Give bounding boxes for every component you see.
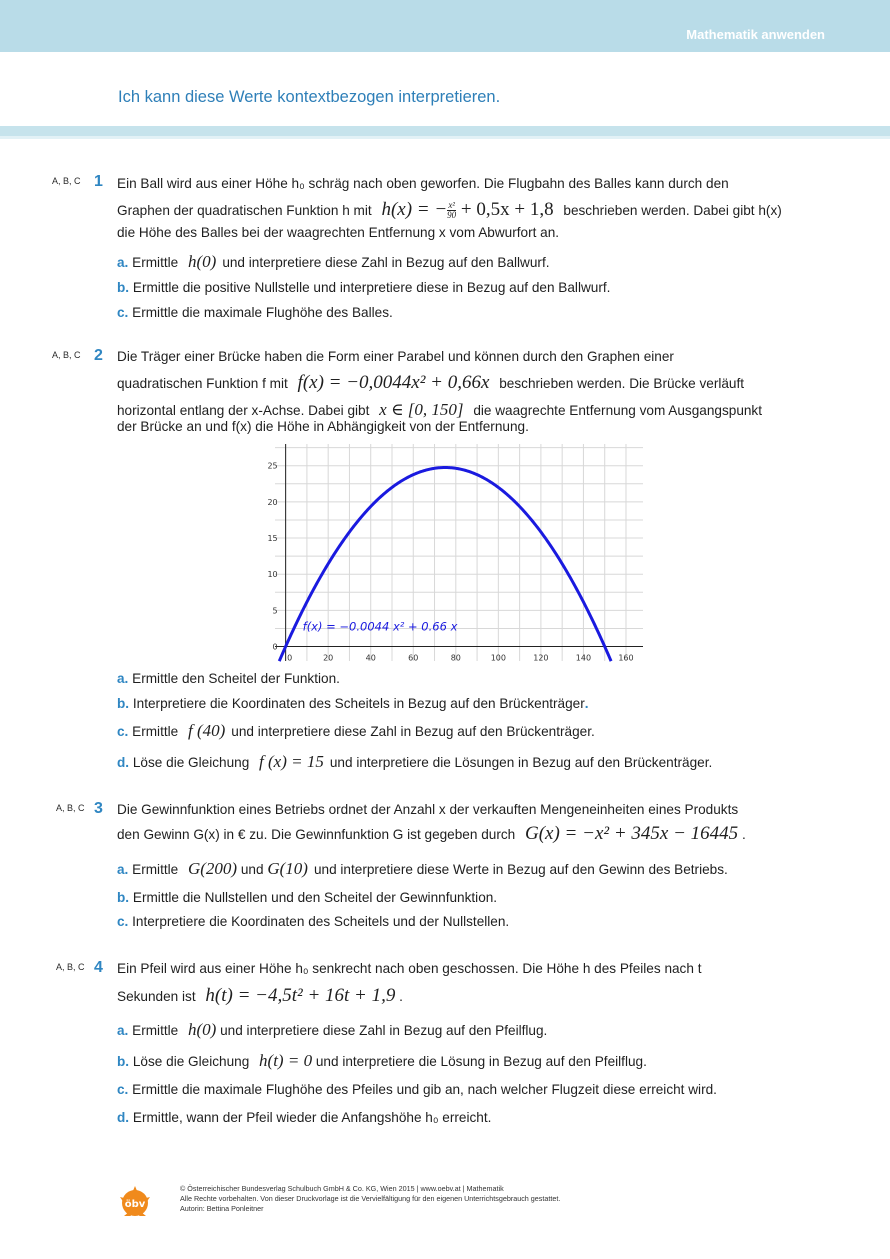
header-band [0,0,890,52]
subtask: d. Ermittle, wann der Pfeil wieder die Anfangshöhe h₀ erreicht. [117,1110,492,1125]
footer-rights: Alle Rechte vorbehalten. Von dieser Druckvorlage ist die Vervielfältigung für den eigenen Unterrichtsgebrauch gestattet. [180,1194,561,1203]
task-number: 2 [94,347,103,364]
x-tick-label: 0 [287,653,293,663]
subtask: c. Interpretiere die Koordinaten des Scheitels und der Nullstellen. [117,914,510,929]
task-tag: A, B, C [56,803,85,813]
y-tick-label: 15 [267,534,278,544]
task-intro: Ein Pfeil wird aus einer Höhe h₀ senkrecht nach oben geschossen. Die Höhe h des Pfeiles nach t [117,961,702,976]
subtask: a. Ermittle den Scheitel der Funktion. [117,671,340,686]
separator-band-light [0,136,890,139]
task-intro: Die Träger einer Brücke haben die Form einer Parabel und können durch den Graphen einer [117,349,674,364]
formula: f(x) = −0,0044x² + 0,66x [297,372,490,393]
task-tag: A, B, C [56,962,85,972]
x-tick-label: 20 [323,653,334,663]
task-intro: quadratischen Funktion f mit f(x) = −0,0044x² + 0,66x beschrieben werden. Die Brücke verläuft [117,372,745,393]
x-tick-label: 80 [450,653,461,663]
x-tick-label: 100 [490,653,506,663]
task-intro: Ein Ball wird aus einer Höhe h₀ schräg nach oben geworfen. Die Flugbahn des Balles kann durch den [117,176,729,191]
function-label: f(x) = −0.0044 x² + 0.66 x [302,619,458,634]
task-number: 1 [94,173,103,190]
subtask: a. Ermittle h(0) und interpretiere diese Zahl in Bezug auf den Pfeilflug. [117,1020,548,1039]
x-tick-label: 40 [365,653,376,663]
x-tick-label: 120 [533,653,549,663]
parabola-chart [255,440,645,665]
x-tick-label: 140 [575,653,592,663]
learning-goal: Ich kann diese Werte kontextbezogen interpretieren. [118,88,501,106]
subtask: c. Ermittle die maximale Flughöhe des Balles. [117,305,393,320]
footer [180,1184,560,1214]
task-intro: Sekunden ist h(t) = −4,5t² + 16t + 1,9 . [117,985,403,1006]
task-intro: der Brücke an und f(x) die Höhe in Abhängigkeit von der Entfernung. [117,419,529,434]
subtask: a. Ermittle h(0) und interpretiere diese Zahl in Bezug auf den Ballwurf. [117,252,550,271]
footer-author: Autorin: Bettina Ponleitner [180,1204,264,1213]
separator-band [0,126,890,136]
footer-copyright: © Österreichischer Bundesverlag Schulbuch GmbH & Co. KG, Wien 2015 | www.oebv.at | Mathematik [180,1184,504,1193]
subtask: b. Ermittle die Nullstellen und den Scheitel der Gewinnfunktion. [117,890,498,905]
task-tag: A, B, C [52,176,81,186]
formula: h(x) = − $\frac{\text{x²}}{90}$ + 0,5x + 1,8 [381,199,554,221]
task-number: 4 [94,959,103,976]
task-intro: den Gewinn G(x) in € zu. Die Gewinnfunktion G ist gegeben durch G(x) = −x² + 345x − 16445 . [117,823,746,844]
logo-text: öbv [124,1199,146,1210]
subtask: c. Ermittle f (40) und interpretiere diese Zahl in Bezug auf den Brückenträger. [117,721,595,740]
header-title: Mathematik anwenden [686,27,825,42]
y-tick-label: 5 [272,606,278,616]
task-intro: Die Gewinnfunktion eines Betriebs ordnet der Anzahl x der verkauften Mengeneinheiten eines Produkts [117,802,739,817]
subtask: b. Interpretiere die Koordinaten des Scheitels in Bezug auf den Brückenträger. [117,696,589,711]
task-intro: horizontal entlang der x-Achse. Dabei gibt x ∈ [0, 150] die waagrechte Entfernung vom Ausgangspunkt [117,400,763,419]
interval: x ∈ [0, 150] [379,400,464,419]
formula: h(t) = −4,5t² + 16t + 1,9 [205,985,396,1006]
y-tick-label: 0 [272,642,278,652]
task-number: 3 [94,800,103,817]
x-tick-label: 160 [618,653,634,663]
y-tick-label: 20 [267,497,278,507]
subtask: a. Ermittle G(200) und G(10) und interpretiere diese Werte in Bezug auf den Gewinn des Betriebs. [117,859,728,878]
task-tag: A, B, C [52,350,81,360]
subtask: b. Löse die Gleichung h(t) = 0 und interpretiere die Lösung in Bezug auf den Pfeilflug. [117,1051,647,1070]
y-tick-label: 10 [267,570,278,580]
task-intro: Graphen der quadratischen Funktion h mit h(x) = − $\frac{\text{x²}}{90}$ + 0,5x + 1,8 beschrieben werden. Dabei gibt h(x) [117,199,782,221]
y-tick-label: 25 [267,461,278,471]
subtask: b. Ermittle die positive Nullstelle und interpretiere diese in Bezug auf den Ballwurf. [117,280,611,295]
formula: G(x) = −x² + 345x − 16445 [525,823,739,844]
task-intro: die Höhe des Balles bei der waagrechten Entfernung x vom Abwurfort an. [117,225,560,240]
x-tick-label: 60 [408,653,419,663]
subtask: d. Löse die Gleichung f (x) = 15 und interpretiere die Lösungen in Bezug auf den Brückenträger. [117,752,713,771]
subtask: c. Ermittle die maximale Flughöhe des Pfeiles und gib an, nach welcher Flugzeit diese erreicht wird. [117,1082,717,1097]
oebv-logo [116,1183,154,1221]
